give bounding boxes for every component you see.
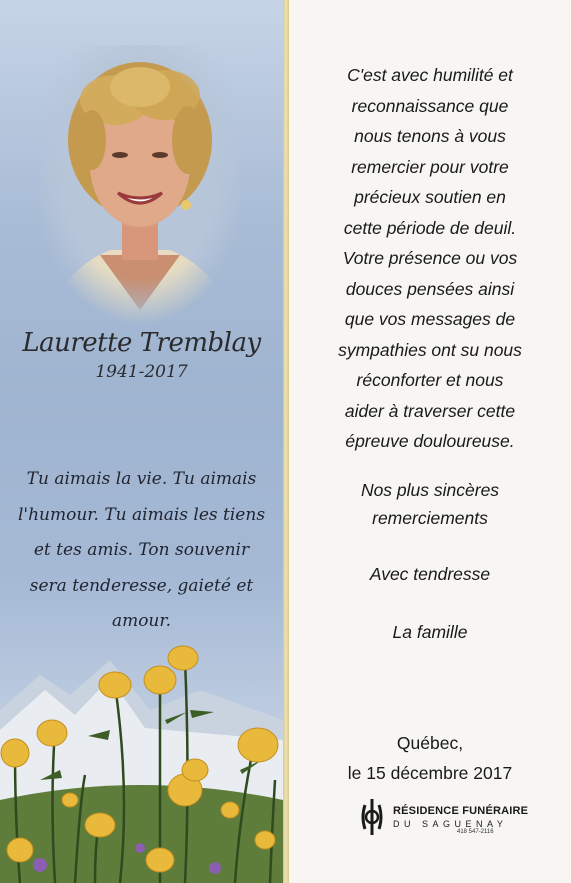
- logo-subtitle: DU SAGUENAY: [393, 819, 508, 829]
- verse-line: et tes amis. Ton souvenir: [33, 540, 250, 560]
- message-line: reconnaissance que: [351, 95, 509, 116]
- message-line: que vos messages de: [344, 309, 516, 329]
- message-line: nous tenons à vous: [354, 126, 506, 146]
- place: Québec,: [396, 733, 464, 753]
- funeral-home-logo: [359, 795, 529, 839]
- left-panel: [0, 0, 283, 883]
- thank-you-message: [289, 60, 571, 457]
- life-years: 1941-2017: [95, 362, 188, 382]
- thanks-line: remerciements: [372, 508, 488, 528]
- message-line: Votre présence ou vos: [342, 248, 518, 268]
- message-line: réconforter et nous: [356, 370, 504, 390]
- date: le 15 décembre 2017: [347, 763, 513, 783]
- place-and-date: [289, 728, 571, 788]
- logo-title: RÉSIDENCE FUNÉRAIRE: [393, 805, 529, 817]
- verse-line: l'humour. Tu aimais les tiens: [17, 504, 266, 525]
- message-line: cette période de deuil.: [343, 217, 517, 238]
- verse-line: sera tenderesse, gaieté et: [29, 575, 254, 596]
- funeral-home-emblem-icon: [359, 797, 385, 837]
- thanks-line: Nos plus sincères: [360, 480, 500, 500]
- signature: La famille: [392, 622, 468, 642]
- message-line: remercier pour votre: [351, 156, 509, 177]
- flower-meadow-illustration: [0, 600, 283, 883]
- message-line: précieux soutien en: [354, 187, 506, 207]
- message-line: sympathies ont su nous: [338, 339, 522, 360]
- portrait-photo: [40, 45, 240, 325]
- right-panel: [289, 0, 571, 883]
- message-line: aider à traverser cette: [344, 400, 516, 421]
- verse-line: Tu aimais la vie. Tu aimais: [26, 469, 257, 489]
- logo-phone: 418 547-2116: [457, 829, 494, 835]
- deceased-name: Laurette Tremblay: [22, 328, 261, 358]
- message-line: C'est avec humilité et: [347, 65, 513, 85]
- closing-phrase: Avec tendresse: [369, 564, 491, 584]
- sincere-thanks: [289, 476, 571, 532]
- message-line: épreuve douloureuse.: [345, 431, 515, 451]
- message-line: douces pensées ainsi: [345, 278, 515, 299]
- verse-line: amour.: [111, 611, 172, 631]
